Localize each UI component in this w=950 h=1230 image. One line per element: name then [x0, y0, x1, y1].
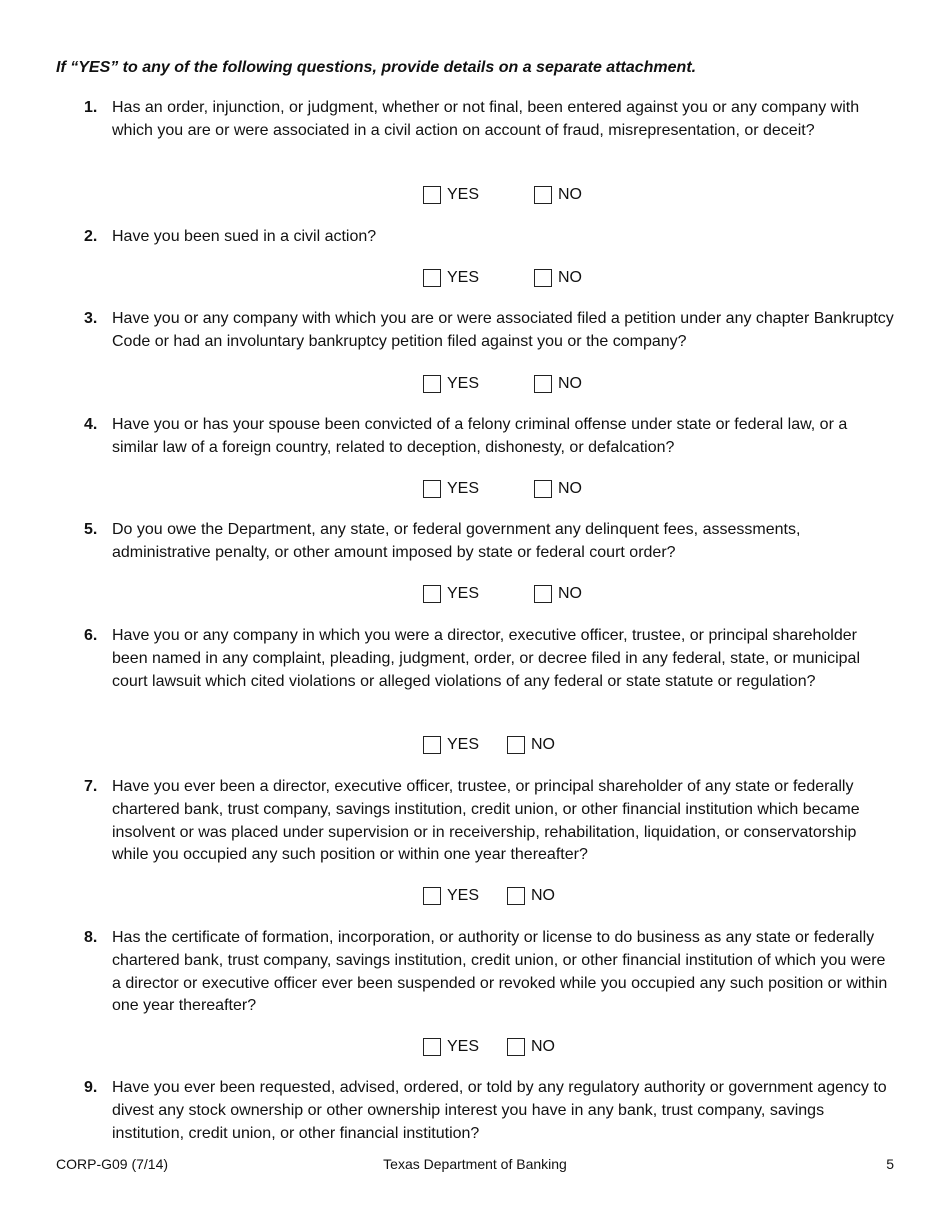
- q1-no-checkbox[interactable]: [534, 186, 552, 204]
- q2-no-option[interactable]: [534, 268, 582, 288]
- question-number: 4.: [84, 416, 98, 433]
- question-text: Have you been sued in a civil action?: [112, 228, 377, 245]
- question-text: Do you owe the Department, any state, or federal government any delinquent fees, assessments, administrative penalty, or other amount imposed by state or federal court order?: [112, 521, 801, 561]
- footer-agency: Texas Department of Banking: [383, 1156, 567, 1172]
- question-number: 9.: [84, 1079, 98, 1096]
- question-number: 3.: [84, 310, 98, 327]
- footer-form-code: CORP-G09 (7/14): [56, 1156, 169, 1172]
- question-9: [84, 1077, 896, 1145]
- q5-yes-checkbox[interactable]: [423, 585, 441, 603]
- q8-yes-label: YES: [447, 1038, 480, 1055]
- question-text: Have you ever been a director, executive officer, trustee, or principal shareholder of any state or federally chartered bank, trust company, savings institution, credit union, or other financial institution which became insolvent or was placed under supervision or in receivership, rehabilitation, liquidation, or conservatorship while you occupied any such position or within one year thereafter?: [112, 778, 860, 864]
- q7-no-checkbox[interactable]: [507, 887, 525, 905]
- q7-yes-option[interactable]: [423, 886, 479, 906]
- q2-yes-label: YES: [447, 269, 480, 286]
- question-number: 1.: [84, 99, 98, 116]
- question-text: Have you or any company with which you are or were associated filed a petition under any chapter Bankruptcy Code or had an involuntary bankruptcy petition filed against you or the company?: [112, 310, 894, 350]
- q6-yes-option[interactable]: [423, 735, 479, 755]
- q2-no-checkbox[interactable]: [534, 269, 552, 287]
- q1-yes-checkbox[interactable]: [423, 186, 441, 204]
- q6-no-checkbox[interactable]: [507, 736, 525, 754]
- q1-no-option[interactable]: [534, 185, 582, 205]
- q5-no-checkbox[interactable]: [534, 585, 552, 603]
- question-4: [84, 414, 896, 460]
- instructions-heading: If “YES” to any of the following questions, provide details on a separate attachment.: [56, 59, 697, 76]
- q4-yes-label: YES: [447, 480, 480, 497]
- q3-yes-checkbox[interactable]: [423, 375, 441, 393]
- q5-yes-option[interactable]: [423, 584, 479, 604]
- q4-no-label: NO: [558, 480, 582, 497]
- question-number: 6.: [84, 627, 98, 644]
- q2-yes-checkbox[interactable]: [423, 269, 441, 287]
- question-number: 2.: [84, 228, 98, 245]
- q3-no-label: NO: [558, 375, 582, 392]
- q8-no-option[interactable]: [507, 1037, 555, 1057]
- q6-yes-label: YES: [447, 736, 480, 753]
- q6-no-label: NO: [531, 736, 555, 753]
- question-6: [84, 625, 896, 693]
- question-text: Has the certificate of formation, incorporation, or authority or license to do business as any state or federally chartered bank, trust company, savings institution, credit union, or other financial institution of which you were a director or executive officer ever been suspended or revoked while you occupied any such position or within one year thereafter?: [112, 929, 888, 1015]
- question-number: 8.: [84, 929, 98, 946]
- q4-no-option[interactable]: [534, 479, 582, 499]
- q1-no-label: NO: [558, 186, 582, 203]
- q1-yes-option[interactable]: [423, 185, 479, 205]
- question-1: [84, 97, 896, 143]
- q3-yes-option[interactable]: [423, 374, 479, 394]
- question-7: [84, 776, 896, 867]
- question-number: 7.: [84, 778, 98, 795]
- question-number: 5.: [84, 521, 98, 538]
- q3-no-checkbox[interactable]: [534, 375, 552, 393]
- q5-no-label: NO: [558, 585, 582, 602]
- q8-no-checkbox[interactable]: [507, 1038, 525, 1056]
- q8-yes-checkbox[interactable]: [423, 1038, 441, 1056]
- question-text: Have you ever been requested, advised, ordered, or told by any regulatory authority or government agency to divest any stock ownership or other ownership interest you have in any bank, trust company, savings institution, credit union, or other financial institution?: [112, 1079, 887, 1142]
- q8-no-label: NO: [531, 1038, 555, 1055]
- q2-yes-option[interactable]: [423, 268, 479, 288]
- q5-no-option[interactable]: [534, 584, 582, 604]
- q8-yes-option[interactable]: [423, 1037, 479, 1057]
- question-text: Have you or has your spouse been convicted of a felony criminal offense under state or federal law, or a similar law of a foreign country, related to deception, dishonesty, or defalcation?: [112, 416, 848, 456]
- q7-no-label: NO: [531, 887, 555, 904]
- question-text: Have you or any company in which you were a director, executive officer, trustee, or principal shareholder been named in any complaint, pleading, judgment, order, or decree filed in any federal, state, or municipal court lawsuit which cited violations or alleged violations of any federal or state statute or regulation?: [112, 627, 860, 690]
- question-3: [84, 308, 896, 354]
- question-2: [84, 226, 896, 249]
- q4-no-checkbox[interactable]: [534, 480, 552, 498]
- q5-yes-label: YES: [447, 585, 480, 602]
- question-5: [84, 519, 896, 565]
- q7-yes-label: YES: [447, 887, 480, 904]
- q7-yes-checkbox[interactable]: [423, 887, 441, 905]
- question-text: Has an order, injunction, or judgment, whether or not final, been entered against you or any company with which you are or were associated in a civil action on account of fraud, misrepresentation, or deceit?: [112, 99, 860, 139]
- q6-no-option[interactable]: [507, 735, 555, 755]
- q3-no-option[interactable]: [534, 374, 582, 394]
- footer-page-number: 5: [886, 1156, 894, 1172]
- q4-yes-checkbox[interactable]: [423, 480, 441, 498]
- q2-no-label: NO: [558, 269, 582, 286]
- q1-yes-label: YES: [447, 186, 480, 203]
- q3-yes-label: YES: [447, 375, 480, 392]
- question-8: [84, 927, 896, 1018]
- q7-no-option[interactable]: [507, 886, 555, 906]
- q6-yes-checkbox[interactable]: [423, 736, 441, 754]
- q4-yes-option[interactable]: [423, 479, 479, 499]
